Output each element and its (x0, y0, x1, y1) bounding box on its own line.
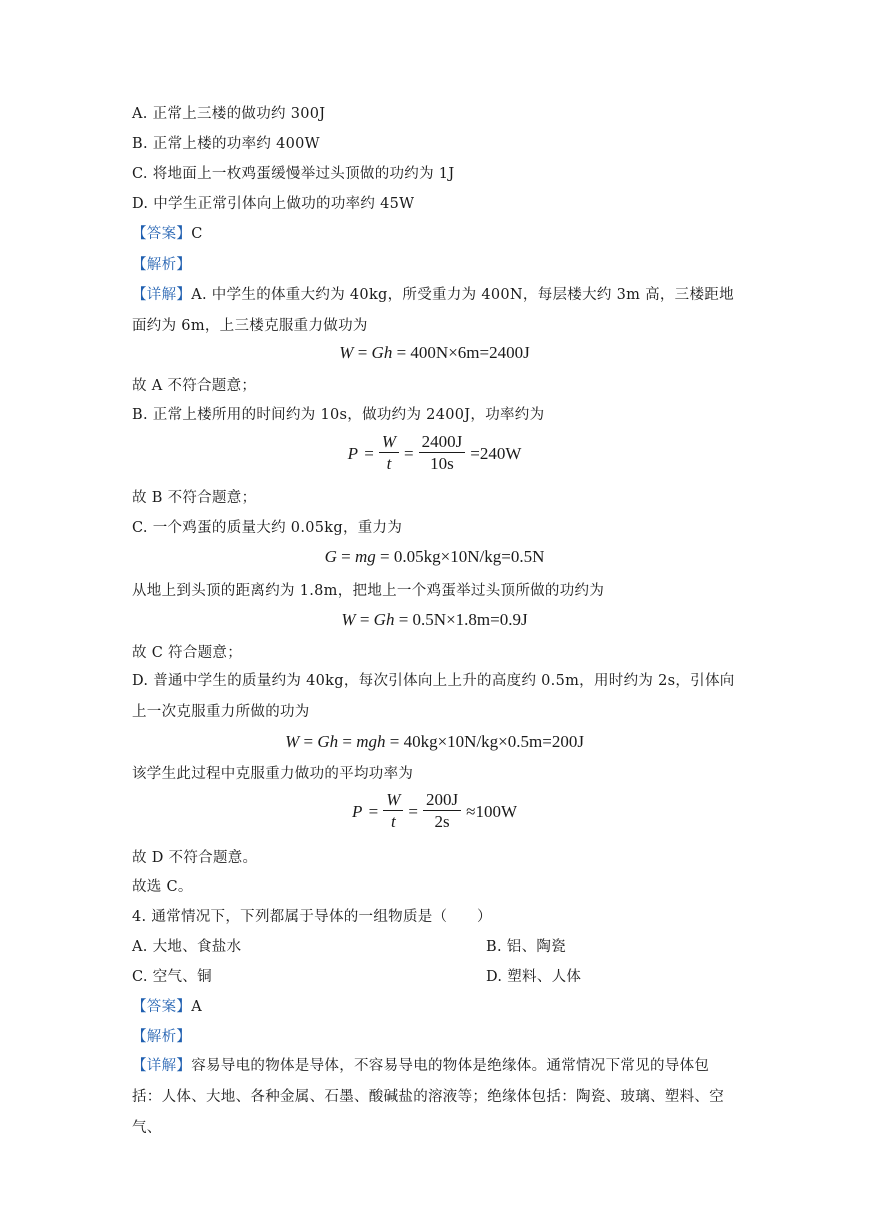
q3-conclusion-c: 故 C 符合题意； (132, 645, 243, 661)
q3-answer (132, 224, 203, 244)
equation-2: P = $\frac{W}{t}$ = $\frac{2400J}{10s}$ =240W (347, 432, 522, 473)
q4-option-d: D. 塑料、人体 (486, 969, 582, 985)
fraction-w-over-t: $\frac{W}{t}$ (379, 432, 399, 475)
q4-option-b: B. 铝、陶瓷 (486, 939, 566, 955)
equation-1: W = Gh = 400N×6m=2400J (339, 343, 530, 362)
q3-analysis-tag: 【解析】 (132, 257, 192, 273)
q3-option-a: A. 正常上三楼的做功约 300J (132, 106, 326, 122)
q3-detail-b: B. 正常上楼所用的时间约为 10s，做功约为 2400J，功率约为 (132, 407, 545, 423)
q3-detail-d2: 该学生此过程中克服重力做功的平均功率为 (132, 766, 414, 782)
detail-text: 容易导电的物体是导体，不容易导电的物体是绝缘体。通常情况下常见的导体包括：人体、大地、各种金属、石墨、酸碱盐的溶液等；绝缘体包括：陶瓷、玻璃、塑料、空气、 (132, 1058, 724, 1136)
q3-option-c: C. 将地面上一枚鸡蛋缓慢举过头顶做的功约为 1J (132, 166, 455, 182)
equation-5: W = Gh = mgh = 40kg×10N/kg×0.5m=200J (285, 732, 584, 751)
q3-conclusion-b: 故 B 不符合题意； (132, 490, 257, 506)
q3-detail-d: D. 普通中学生的质量约为 40kg，每次引体向上上升的高度约 0.5m，用时约为 2s，引体向上一次克服重力所做的功为 (132, 673, 735, 720)
q3-conclusion-a: 故 A 不符合题意； (132, 378, 257, 394)
q4-option-a: A. 大地、食盐水 (132, 939, 242, 955)
detail-tag: 【详解】 (132, 1058, 192, 1074)
answer-tag: 【答案】 (132, 226, 192, 242)
q4-stem: 4. 通常情况下，下列都属于导体的一组物质是（ ） (132, 909, 492, 925)
fraction-200j-over-2s: $\frac{200J}{2s}$ (423, 790, 461, 833)
fraction-2400j-over-10s: $\frac{2400J}{10s}$ (419, 432, 466, 475)
equation-4: W = Gh = 0.5N×1.8m=0.9J (341, 610, 528, 629)
equation-6: P = $\frac{W}{t}$ = $\frac{200J}{2s}$ ≈100W (351, 790, 517, 831)
fraction-w-over-t: $\frac{W}{t}$ (383, 790, 403, 833)
detail-tag: 【详解】 (132, 287, 192, 303)
q3-option-d: D. 中学生正常引体向上做功的功率约 45W (132, 196, 415, 212)
q3-detail-a (132, 280, 738, 342)
answer-value: A (191, 999, 202, 1015)
q3-option-b: B. 正常上楼的功率约 400W (132, 136, 320, 152)
answer-value: C (191, 226, 203, 242)
q3-final-answer: 故选 C。 (132, 879, 193, 895)
q4-detail (132, 1051, 738, 1144)
detail-a-text: A. 中学生的体重大约为 40kg，所受重力为 400N，每层楼大约 3m 高，三楼距地面约为 6m，上三楼克服重力做功为 (132, 287, 734, 334)
q4-answer (132, 997, 202, 1017)
q3-detail-c: C. 一个鸡蛋的质量大约 0.05kg，重力为 (132, 520, 403, 536)
q3-conclusion-d: 故 D 不符合题意。 (132, 850, 258, 866)
equation-3: G = mg = 0.05kg×10N/kg=0.5N (324, 547, 545, 566)
q4-analysis-tag: 【解析】 (132, 1029, 192, 1045)
q4-option-c: C. 空气、铜 (132, 969, 212, 985)
q3-detail-c2: 从地上到头顶的距离约为 1.8m，把地上一个鸡蛋举过头顶所做的功约为 (132, 583, 605, 599)
answer-tag: 【答案】 (132, 999, 192, 1015)
